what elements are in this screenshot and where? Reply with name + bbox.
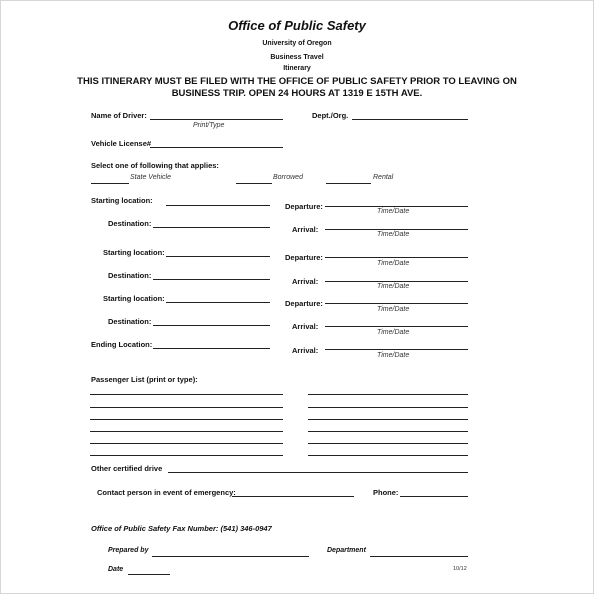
rental-checkline[interactable]: [326, 183, 371, 184]
other-certified-driver-label: Other certified drive: [91, 464, 163, 473]
rental-option: Rental: [373, 174, 394, 181]
ending-location-label: Ending Location:: [91, 340, 153, 349]
departure-label-1: Departure:: [285, 202, 323, 211]
passenger-line-right-4[interactable]: [308, 431, 468, 432]
passenger-line-left-2[interactable]: [90, 407, 283, 408]
driver-name-field[interactable]: [150, 119, 283, 120]
starting-location-field-1[interactable]: [166, 205, 270, 206]
form-title: Office of Public Safety: [228, 18, 366, 33]
business-travel-label: Business Travel: [270, 54, 324, 61]
passenger-line-right-6[interactable]: [308, 455, 468, 456]
print-type-hint: Print/Type: [193, 122, 225, 129]
passenger-line-left-6[interactable]: [90, 455, 283, 456]
date-field[interactable]: [128, 574, 170, 575]
departure-label-3: Departure:: [285, 299, 323, 308]
arrival-label-3: Arrival:: [292, 322, 319, 331]
starting-location-label-1: Starting location:: [91, 196, 153, 205]
university-name: University of Oregon: [262, 40, 332, 47]
destination-label-2: Destination:: [108, 271, 152, 280]
passenger-line-right-5[interactable]: [308, 443, 468, 444]
date-label: Date: [108, 566, 124, 573]
starting-location-label-3: Starting location:: [103, 294, 165, 303]
passenger-line-left-1[interactable]: [90, 394, 283, 395]
arrival-label-4: Arrival:: [292, 346, 319, 355]
page-code: 10/12: [453, 566, 467, 572]
departure-field-2[interactable]: [325, 257, 468, 258]
arrival-label-1: Arrival:: [292, 225, 319, 234]
time-date-hint-2: Time/Date: [377, 231, 410, 238]
arrival-label-2: Arrival:: [292, 277, 319, 286]
filing-notice-line-2: BUSINESS TRIP. OPEN 24 HOURS AT 1319 E 15TH AVE.: [171, 88, 423, 99]
passenger-line-left-5[interactable]: [90, 443, 283, 444]
time-date-hint-7: Time/Date: [377, 352, 410, 359]
passenger-line-left-3[interactable]: [90, 419, 283, 420]
passenger-line-left-4[interactable]: [90, 431, 283, 432]
arrival-field-3[interactable]: [325, 326, 468, 327]
vehicle-license-field[interactable]: [150, 147, 283, 148]
borrowed-checkline[interactable]: [236, 183, 272, 184]
prepared-by-field[interactable]: [152, 556, 309, 557]
vehicle-type-label: Select one of following that applies:: [91, 161, 219, 170]
arrival-field-2[interactable]: [325, 281, 468, 282]
prepared-by-label: Prepared by: [108, 547, 149, 554]
time-date-hint-4: Time/Date: [377, 283, 410, 290]
time-date-hint-1: Time/Date: [377, 208, 410, 215]
fax-number: Office of Public Safety Fax Number: (541) 346-0947: [91, 524, 272, 533]
vehicle-license-label: Vehicle License#: [91, 139, 152, 148]
dept-org-field[interactable]: [352, 119, 468, 120]
itinerary-label: Itinerary: [283, 65, 311, 72]
time-date-hint-3: Time/Date: [377, 260, 410, 267]
arrival-field-4[interactable]: [325, 349, 468, 350]
ending-location-field[interactable]: [153, 348, 270, 349]
phone-field[interactable]: [400, 496, 468, 497]
passenger-line-right-2[interactable]: [308, 407, 468, 408]
driver-name-label: Name of Driver:: [91, 111, 147, 120]
passenger-list-label: Passenger List (print or type):: [91, 375, 198, 384]
other-certified-driver-field[interactable]: [168, 472, 468, 473]
destination-field-2[interactable]: [153, 279, 270, 280]
departure-field-1[interactable]: [325, 206, 468, 207]
departure-label-2: Departure:: [285, 253, 323, 262]
filing-notice-line-1: THIS ITINERARY MUST BE FILED WITH THE OFFICE OF PUBLIC SAFETY PRIOR TO LEAVING ON: [77, 76, 517, 87]
starting-location-label-2: Starting location:: [103, 248, 165, 257]
state-vehicle-option: State Vehicle: [130, 174, 171, 181]
passenger-line-right-1[interactable]: [308, 394, 468, 395]
filing-notice: [60, 76, 534, 100]
destination-field-3[interactable]: [153, 325, 270, 326]
emergency-contact-field[interactable]: [232, 496, 354, 497]
passenger-line-right-3[interactable]: [308, 419, 468, 420]
starting-location-field-2[interactable]: [166, 256, 270, 257]
departure-field-3[interactable]: [325, 303, 468, 304]
emergency-contact-label: Contact person in event of emergency:: [97, 488, 236, 497]
dept-org-label: Dept./Org.: [312, 111, 349, 120]
time-date-hint-5: Time/Date: [377, 306, 410, 313]
starting-location-field-3[interactable]: [166, 302, 270, 303]
time-date-hint-6: Time/Date: [377, 329, 410, 336]
department-label: Department: [327, 547, 366, 554]
phone-label: Phone:: [373, 488, 399, 497]
state-vehicle-checkline[interactable]: [91, 183, 129, 184]
destination-label-3: Destination:: [108, 317, 152, 326]
department-field[interactable]: [370, 556, 468, 557]
destination-field-1[interactable]: [153, 227, 270, 228]
destination-label-1: Destination:: [108, 219, 152, 228]
borrowed-option: Borrowed: [273, 174, 303, 181]
arrival-field-1[interactable]: [325, 229, 468, 230]
